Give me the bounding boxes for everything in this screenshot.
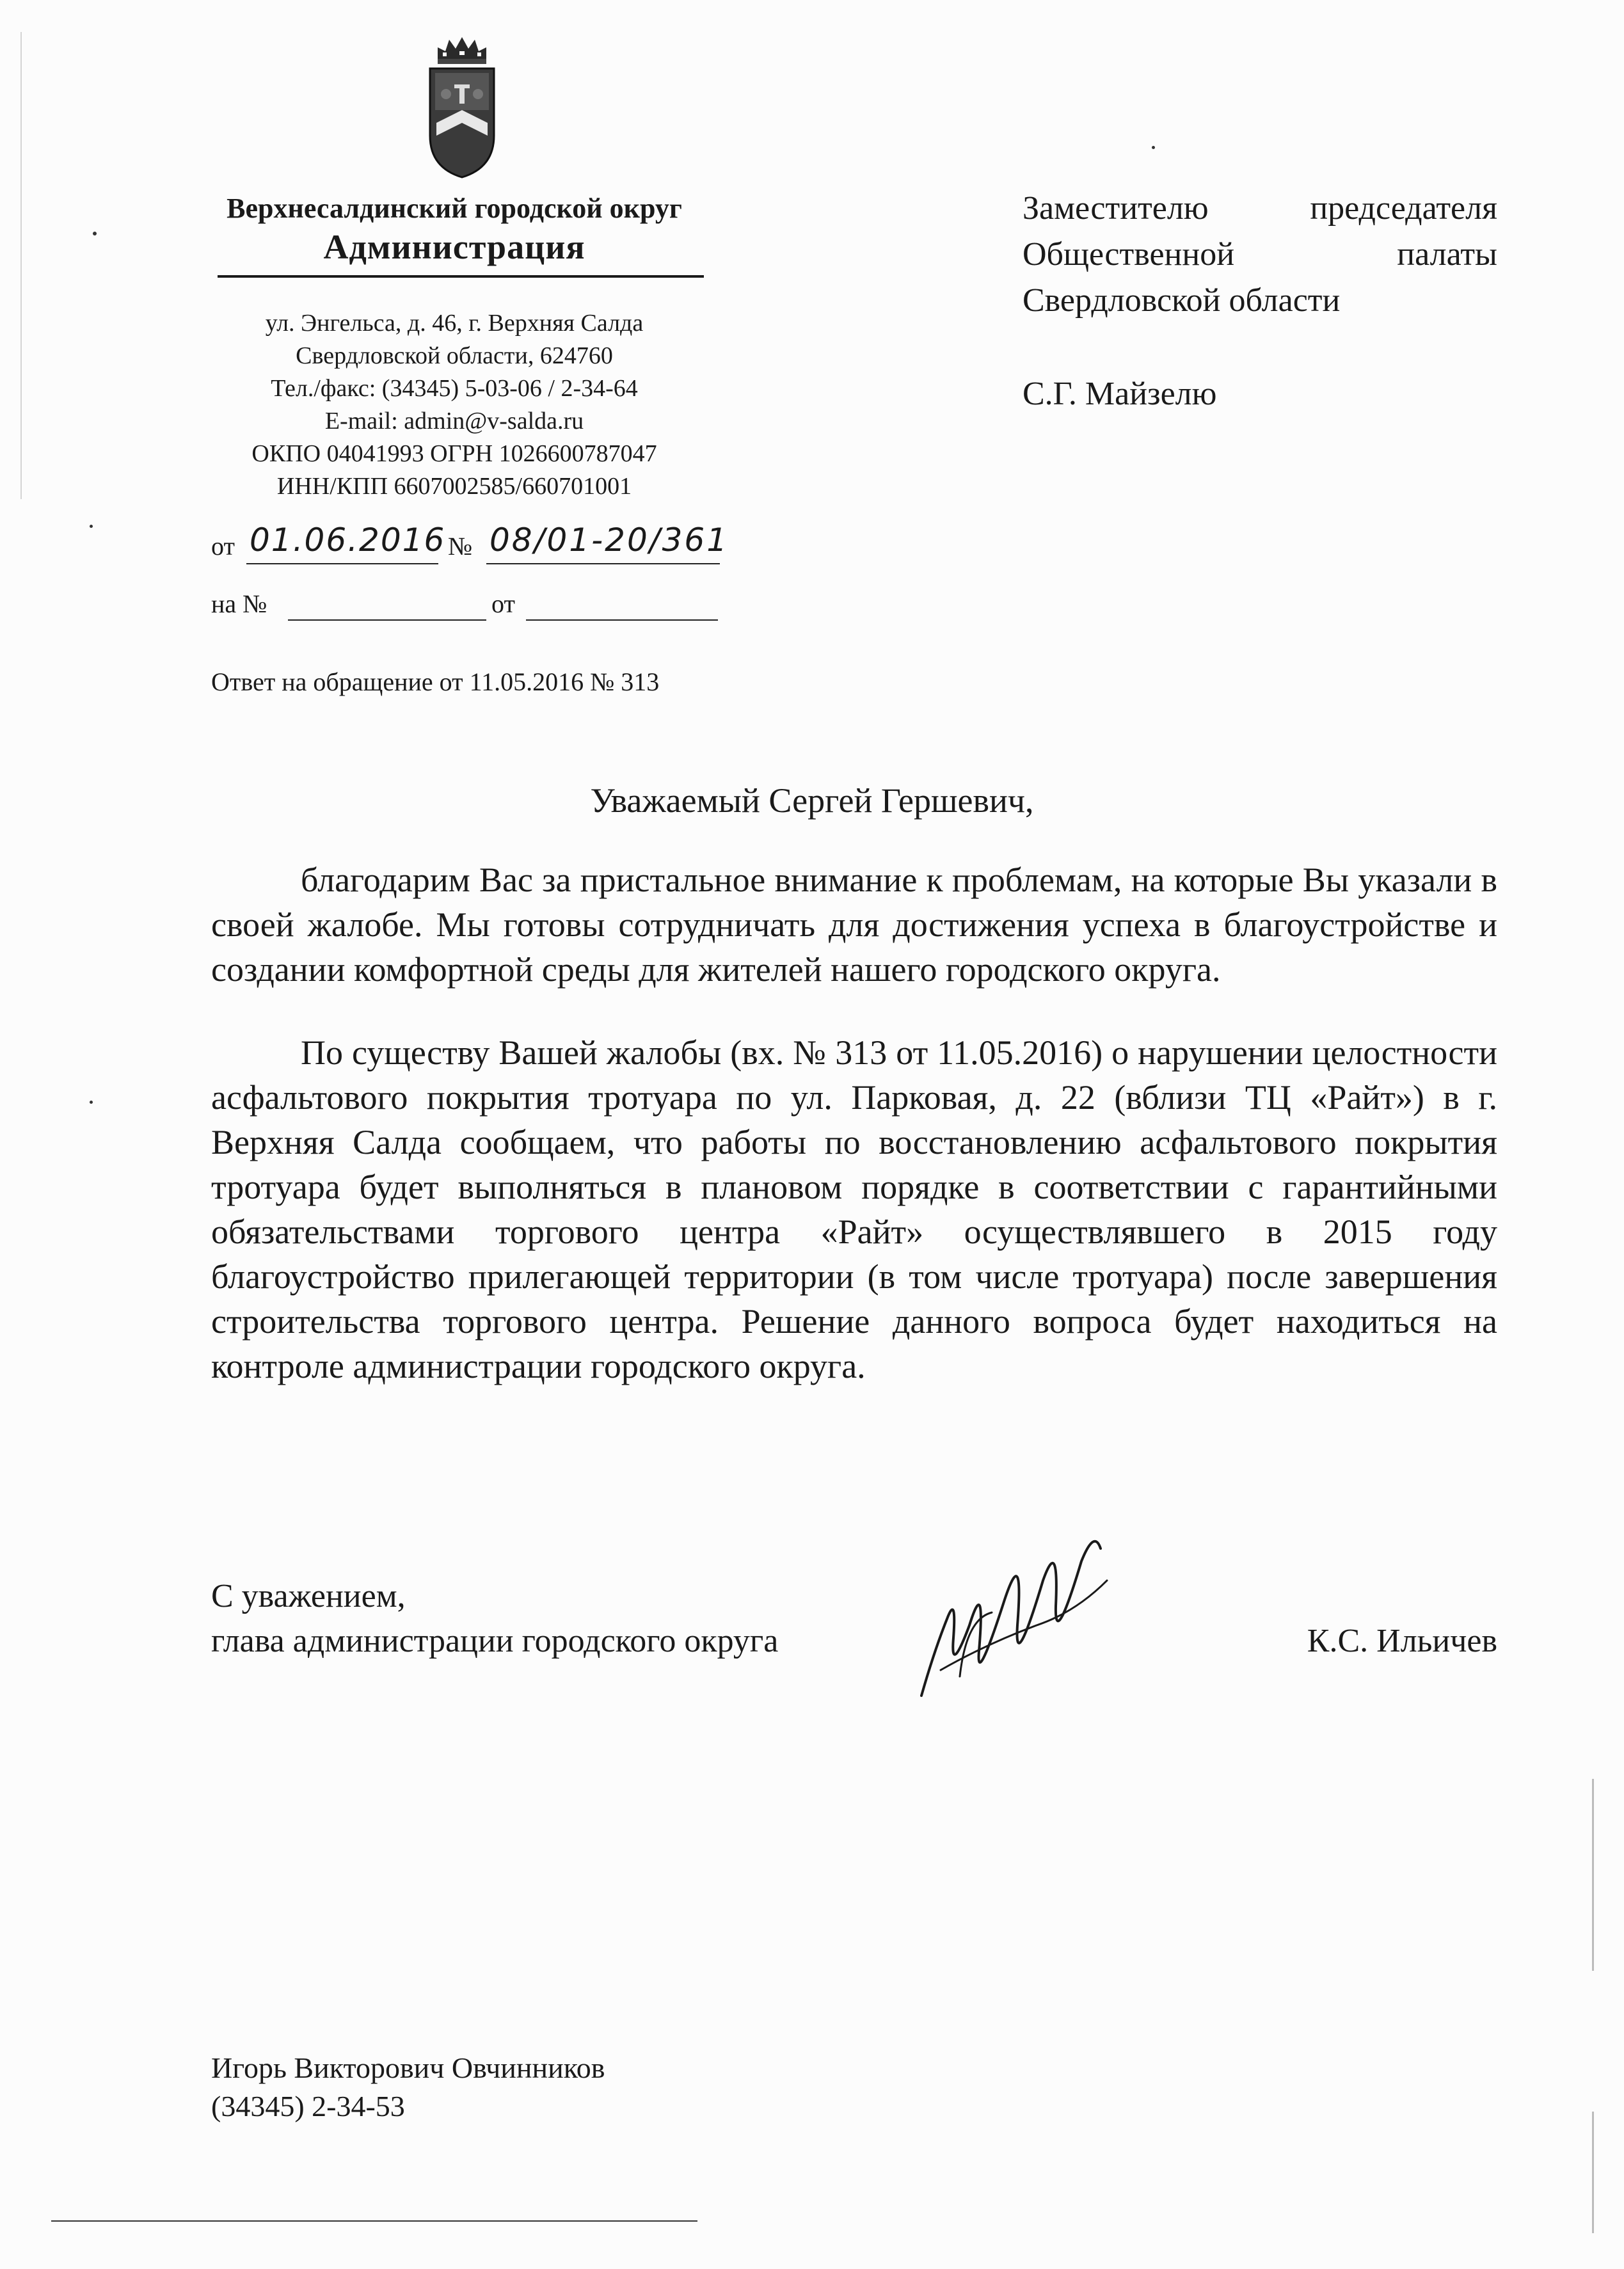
closing-regards: С уважением, (211, 1578, 406, 1614)
number-label: № (448, 532, 473, 561)
organization-name: Верхнесалдинский городской округ (227, 193, 682, 224)
coat-of-arms-icon (424, 33, 500, 180)
scan-edge-line (51, 2220, 697, 2222)
incoming-ref-label: на № (211, 589, 267, 618)
requisite-phone: Тел./факс: (34345) 5-03-06 / 2-34-64 (271, 375, 638, 402)
executor-phone: (34345) 2-34-53 (211, 2090, 405, 2122)
scan-speck (93, 232, 97, 235)
incoming-from-label: от (491, 589, 515, 618)
incoming-ref-blank (288, 619, 486, 621)
signature-icon (909, 1523, 1120, 1715)
requisite-region: Свердловской области, 624760 (296, 342, 613, 369)
requisite-address: ул. Энгельса, д. 46, г. Верхняя Салда (265, 310, 644, 337)
scan-speck (1592, 1779, 1594, 1971)
signer-position: глава администрации городского округа (211, 1623, 779, 1659)
scan-speck (1152, 146, 1155, 149)
scan-speck (90, 1101, 93, 1104)
organization-title: Администрация (323, 228, 585, 266)
handwritten-date: 01.06.2016 (250, 521, 446, 559)
addressee-position: Заместителю председателя (1023, 190, 1497, 227)
executor-name: Игорь Викторович Овчинников (211, 2051, 605, 2084)
body-paragraph: благодарим Вас за пристальное внимание к проблемам, на которые Вы указали в своей жалобе. Мы готовы сотрудничать для достижения успеха в благоустройстве и создании комфортной среды для жителей нашего городского округа. (211, 861, 1497, 989)
signer-name: К.С. Ильичев (1307, 1623, 1497, 1659)
date-label: от (211, 532, 235, 561)
scan-speck (20, 32, 22, 499)
scan-speck (1592, 2112, 1594, 2233)
requisite-okpo-ogrn: ОКПО 04041993 ОГРН 1026600787047 (251, 440, 657, 467)
addressee-name: С.Г. Майзелю (1023, 376, 1217, 412)
requisite-email: E-mail: admin@v-salda.ru (324, 408, 584, 434)
salutation: Уважаемый Сергей Гершевич, (590, 781, 1034, 820)
incoming-from-blank (526, 619, 718, 621)
addressee-organization: Общественной палаты (1023, 236, 1497, 273)
scan-speck (90, 525, 93, 528)
reply-reference: Ответ на обращение от 11.05.2016 № 313 (211, 667, 660, 696)
number-underline (486, 563, 720, 564)
handwritten-number: 08/01-20/361 (490, 521, 729, 559)
addressee-region: Свердловской области (1023, 282, 1341, 319)
requisite-inn-kpp: ИНН/КПП 6607002585/660701001 (276, 473, 632, 500)
date-underline (246, 563, 438, 564)
body-paragraph: По существу Вашей жалобы (вх. № 313 от 11.05.2016) о нарушении целостности асфальтового покрытия тротуара по ул. Парковая, д. 22 (вблизи ТЦ «Райт») в г. Верхняя Салда сообщаем, что работы по восстановлению асфальтового покрытия тротуара будет выполняться в плановом порядке в соответствии с гарантийными обязательствами торгового центра «Райт» осуществлявшего в 2015 году благоустройство прилегающей территории (в том числе тротуара) после завершения строительства торгового центра. Решение данного вопроса будет находиться на контроле администрации городского округа. (211, 1033, 1497, 1385)
letterhead-divider (218, 275, 704, 278)
